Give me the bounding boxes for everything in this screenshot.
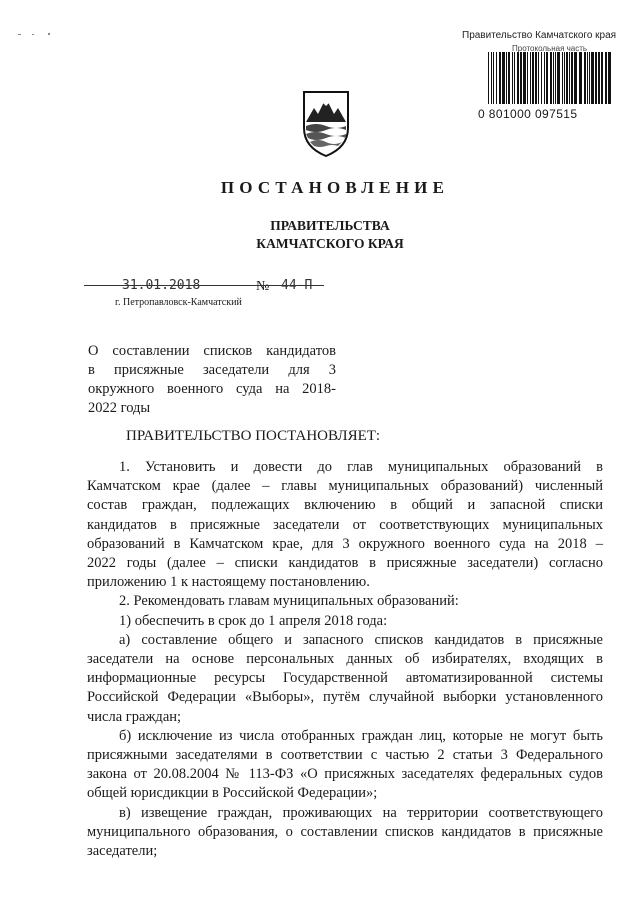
barcode-bar bbox=[579, 52, 582, 104]
barcode-bar bbox=[493, 52, 494, 104]
barcode-bar bbox=[591, 52, 594, 104]
barcode-bar bbox=[555, 52, 556, 104]
decree-heading: ПРАВИТЕЛЬСТВО ПОСТАНОВЛЯЕТ: bbox=[126, 428, 381, 444]
barcode-bar bbox=[598, 52, 600, 104]
barcode-bar bbox=[544, 52, 545, 104]
barcode-bar bbox=[532, 52, 534, 104]
barcode-bar bbox=[608, 52, 611, 104]
barcode-bar bbox=[508, 52, 510, 104]
document-subject bbox=[88, 342, 336, 418]
body-line: Камчатском крае (далее – главы муниципальных образований) численный bbox=[87, 478, 603, 495]
subject-line: в присяжные заседатели для 3 bbox=[88, 362, 336, 378]
body-line: приложению 1 к настоящему постановлению. bbox=[87, 574, 370, 591]
date-underline bbox=[84, 285, 324, 286]
subject-line: О составлении списков кандидатов bbox=[88, 343, 336, 359]
barcode-bar bbox=[569, 52, 570, 104]
registration-stamp-org: Правительство Камчатского края bbox=[462, 30, 617, 41]
subject-line: окружного военного суда на 2018- bbox=[88, 381, 336, 397]
issuer-line-1: ПРАВИТЕЛЬСТВА bbox=[270, 218, 390, 233]
barcode-bar bbox=[512, 52, 513, 104]
barcode-bar bbox=[541, 52, 542, 104]
body-line: 2022 годы (далее – списки кандидатов в присяжные заседатели) согласно bbox=[87, 555, 603, 572]
barcode-bar bbox=[523, 52, 526, 104]
barcode-bar bbox=[499, 52, 501, 104]
body-line: присяжными заседателями в соответствии с частью 2 статьи 3 Федерального bbox=[87, 747, 603, 764]
barcode-bar bbox=[514, 52, 515, 104]
kamchatka-coat-of-arms-icon bbox=[300, 88, 352, 158]
document-number: 44-П bbox=[281, 278, 313, 293]
paragraph-2: 2. Рекомендовать главам муниципальных образований: bbox=[119, 593, 459, 610]
number-sign: № bbox=[256, 279, 270, 294]
barcode-bar bbox=[517, 52, 519, 104]
barcode-bar bbox=[595, 52, 597, 104]
barcode-bar bbox=[491, 52, 492, 104]
barcode-bar bbox=[527, 52, 528, 104]
barcode-bar bbox=[496, 52, 497, 104]
barcode-bar bbox=[571, 52, 573, 104]
barcode-icon bbox=[486, 48, 614, 106]
body-line: общей юрисдикции в Российской Федерации»; bbox=[87, 785, 378, 802]
barcode-bar bbox=[566, 52, 568, 104]
barcode-bar bbox=[557, 52, 560, 104]
barcode-bar bbox=[553, 52, 554, 104]
barcode-bar bbox=[538, 52, 539, 104]
barcode-bar bbox=[520, 52, 522, 104]
issuer-line-2: КАМЧАТСКОГО КРАЯ bbox=[256, 236, 404, 251]
barcode-bar bbox=[488, 52, 489, 104]
registration-stamp-label: Протокольная часть bbox=[512, 44, 588, 53]
paragraph-2-1: 1) обеспечить в срок до 1 апреля 2018 года: bbox=[119, 612, 388, 629]
body-line: муниципального образования, о составлении списков кандидатов в присяжные bbox=[87, 823, 603, 840]
barcode-bar bbox=[589, 52, 590, 104]
subject-line: 2022 годы bbox=[88, 400, 151, 416]
body-line: образований в Камчатском крае, для 3 окружного военного суда на 2018 – bbox=[87, 535, 603, 552]
barcode-bar bbox=[502, 52, 505, 104]
barcode-bar bbox=[587, 52, 588, 104]
document-city: г. Петропавловск-Камчатский bbox=[115, 297, 242, 308]
body-line: состав граждан, подлежащих включению в общий и запасной списки bbox=[87, 497, 603, 514]
body-line: числа граждан; bbox=[87, 708, 182, 725]
body-line: а) составление общего и запасного списков кандидатов в присяжные bbox=[119, 631, 603, 648]
paragraph-1 bbox=[87, 458, 603, 861]
body-line: кандидатов в присяжные заседатели от соответствующих муниципальных bbox=[87, 516, 603, 533]
document-date: 31.01.2018 bbox=[122, 278, 201, 293]
body-line: Российской Федерации «Выборы», путём случайной выборки установленного bbox=[87, 689, 603, 706]
body-line: в) извещение граждан, проживающих на территории соответствующего bbox=[119, 804, 603, 821]
barcode-bar bbox=[601, 52, 603, 104]
body-line: заседатели; bbox=[87, 843, 158, 860]
barcode-bar bbox=[506, 52, 507, 104]
scan-mark bbox=[18, 32, 58, 38]
barcode-bar bbox=[530, 52, 531, 104]
barcode-bar bbox=[562, 52, 563, 104]
barcode-bar bbox=[584, 52, 586, 104]
barcode-bar bbox=[550, 52, 552, 104]
barcode-bar bbox=[535, 52, 537, 104]
body-line: информационные ресурсы Государственной автоматизированной системы bbox=[87, 670, 603, 687]
body-line: 1. Установить и довести до глав муниципальных образований в bbox=[119, 459, 603, 475]
barcode-bar bbox=[605, 52, 607, 104]
body-line: б) исключение из числа отобранных граждан лиц, которые не могут быть bbox=[119, 727, 603, 744]
barcode-bar bbox=[546, 52, 548, 104]
body-line: заседатели на основе персональных данных об избирателях, входящих в bbox=[87, 651, 603, 668]
document-title: ПОСТАНОВЛЕНИЕ bbox=[220, 178, 450, 197]
body-line: закона от 20.08.2004 № 113-ФЗ «О присяжных заседателях федеральных судов bbox=[87, 766, 603, 783]
barcode-bar bbox=[564, 52, 565, 104]
barcode-bar bbox=[574, 52, 577, 104]
barcode-number: 0 801000 097515 bbox=[478, 107, 578, 121]
